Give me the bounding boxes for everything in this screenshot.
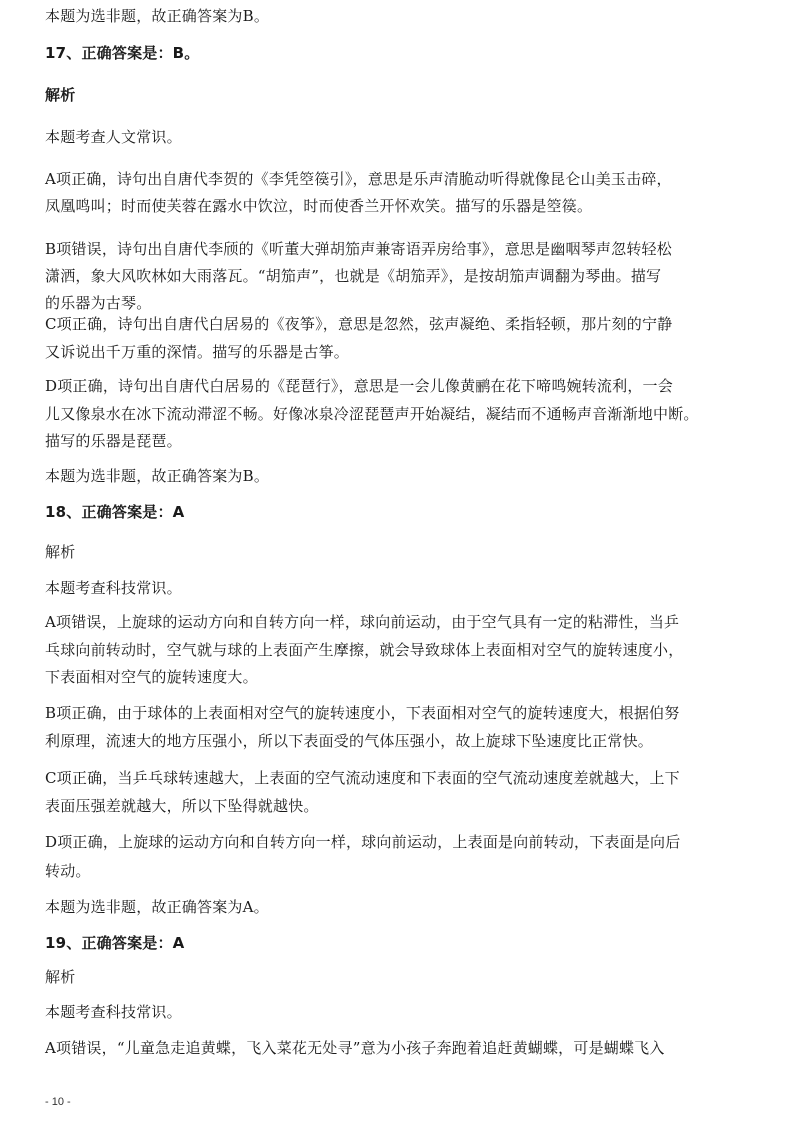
analysis-label-18: 解析 bbox=[45, 543, 76, 561]
answer-heading-19: 19、正确答案是：A bbox=[45, 934, 185, 952]
answer-conclusion-18: 本题为选非题，故正确答案为A。 bbox=[45, 898, 269, 916]
option-b-18-line-1: B项正确，由于球体的上表面相对空气的旋转速度小，下表面相对空气的旋转速度大，根据伯努 bbox=[45, 704, 680, 722]
option-a-17-line-2: 凤凰鸣叫；时而使芙蓉在露水中饮泣，时而使香兰开怀欢笑。描写的乐器是箜篌。 bbox=[45, 197, 593, 215]
option-d-18-line-1: D项正确，上旋球的运动方向和自转方向一样，球向前运动，上表面是向前转动，下表面是向后 bbox=[45, 833, 681, 851]
option-a-19-line-1: A项错误，“儿童急走追黄蝶，飞入菜花无处寻”意为小孩子奔跑着追赶黄蝴蝶，可是蝴蝶飞入 bbox=[45, 1039, 665, 1057]
option-c-17-line-2: 又诉说出千万重的深情。描写的乐器是古筝。 bbox=[45, 343, 350, 361]
option-a-18-line-1: A项错误，上旋球的运动方向和自转方向一样，球向前运动，由于空气具有一定的粘滞性，当乒 bbox=[45, 613, 680, 631]
answer-heading-17: 17、正确答案是：B。 bbox=[45, 44, 200, 62]
analysis-label-17: 解析 bbox=[45, 86, 76, 104]
topic-line-17: 本题考查人文常识。 bbox=[45, 128, 182, 146]
option-a-18-line-2: 乓球向前转动时，空气就与球的上表面产生摩擦，就会导致球体上表面相对空气的旋转速度小， bbox=[45, 641, 684, 659]
option-c-18-line-2: 表面压强差就越大，所以下坠得就越快。 bbox=[45, 797, 319, 815]
topic-line-18: 本题考查科技常识。 bbox=[45, 579, 182, 597]
option-d-17-line-2: 儿又像泉水在冰下流动滞涩不畅。好像冰泉冷涩琵琶声开始凝结，凝结而不通畅声音渐渐地中断。 bbox=[45, 405, 699, 423]
answer-conclusion-16: 本题为选非题，故正确答案为B。 bbox=[45, 7, 270, 25]
option-b-17-line-3: 的乐器为古琴。 bbox=[45, 294, 152, 312]
answer-heading-18: 18、正确答案是：A bbox=[45, 503, 185, 521]
option-d-17-line-1: D项正确，诗句出自唐代白居易的《琵琶行》，意思是一会儿像黄鹂在花下啼鸣婉转流利，一会 bbox=[45, 377, 673, 395]
analysis-label-19: 解析 bbox=[45, 968, 76, 986]
option-a-17-line-1: A项正确，诗句出自唐代李贺的《李凭箜篌引》，意思是乐声清脆动听得就像昆仑山美玉击碎， bbox=[45, 170, 672, 188]
option-c-18-line-1: C项正确，当乒乓球转速越大，上表面的空气流动速度和下表面的空气流动速度差就越大，上下 bbox=[45, 769, 680, 787]
option-b-18-line-2: 利原理，流速大的地方压强小，所以下表面受的气体压强小，故上旋球下坠速度比正常快。 bbox=[45, 732, 654, 750]
option-b-17-line-1: B项错误，诗句出自唐代李颀的《听董大弹胡笳声兼寄语弄房给事》，意思是幽咽琴声忽转轻松 bbox=[45, 240, 672, 258]
option-b-17-line-2: 潇洒，象大风吹林如大雨落瓦。“胡笳声”，也就是《胡笳弄》，是按胡笳声调翻为琴曲。描写 bbox=[45, 267, 662, 285]
option-d-17-line-3: 描写的乐器是琵琶。 bbox=[45, 432, 182, 450]
answer-conclusion-17: 本题为选非题，故正确答案为B。 bbox=[45, 467, 270, 485]
option-c-17-line-1: C项正确，诗句出自唐代白居易的《夜筝》，意思是忽然，弦声凝绝、柔指轻顿，那片刻的宁静 bbox=[45, 315, 673, 333]
option-a-18-line-3: 下表面相对空气的旋转速度大。 bbox=[45, 668, 258, 686]
option-d-18-line-2: 转动。 bbox=[45, 862, 91, 880]
page-number: - 10 - bbox=[45, 1096, 71, 1108]
topic-line-19: 本题考查科技常识。 bbox=[45, 1003, 182, 1021]
